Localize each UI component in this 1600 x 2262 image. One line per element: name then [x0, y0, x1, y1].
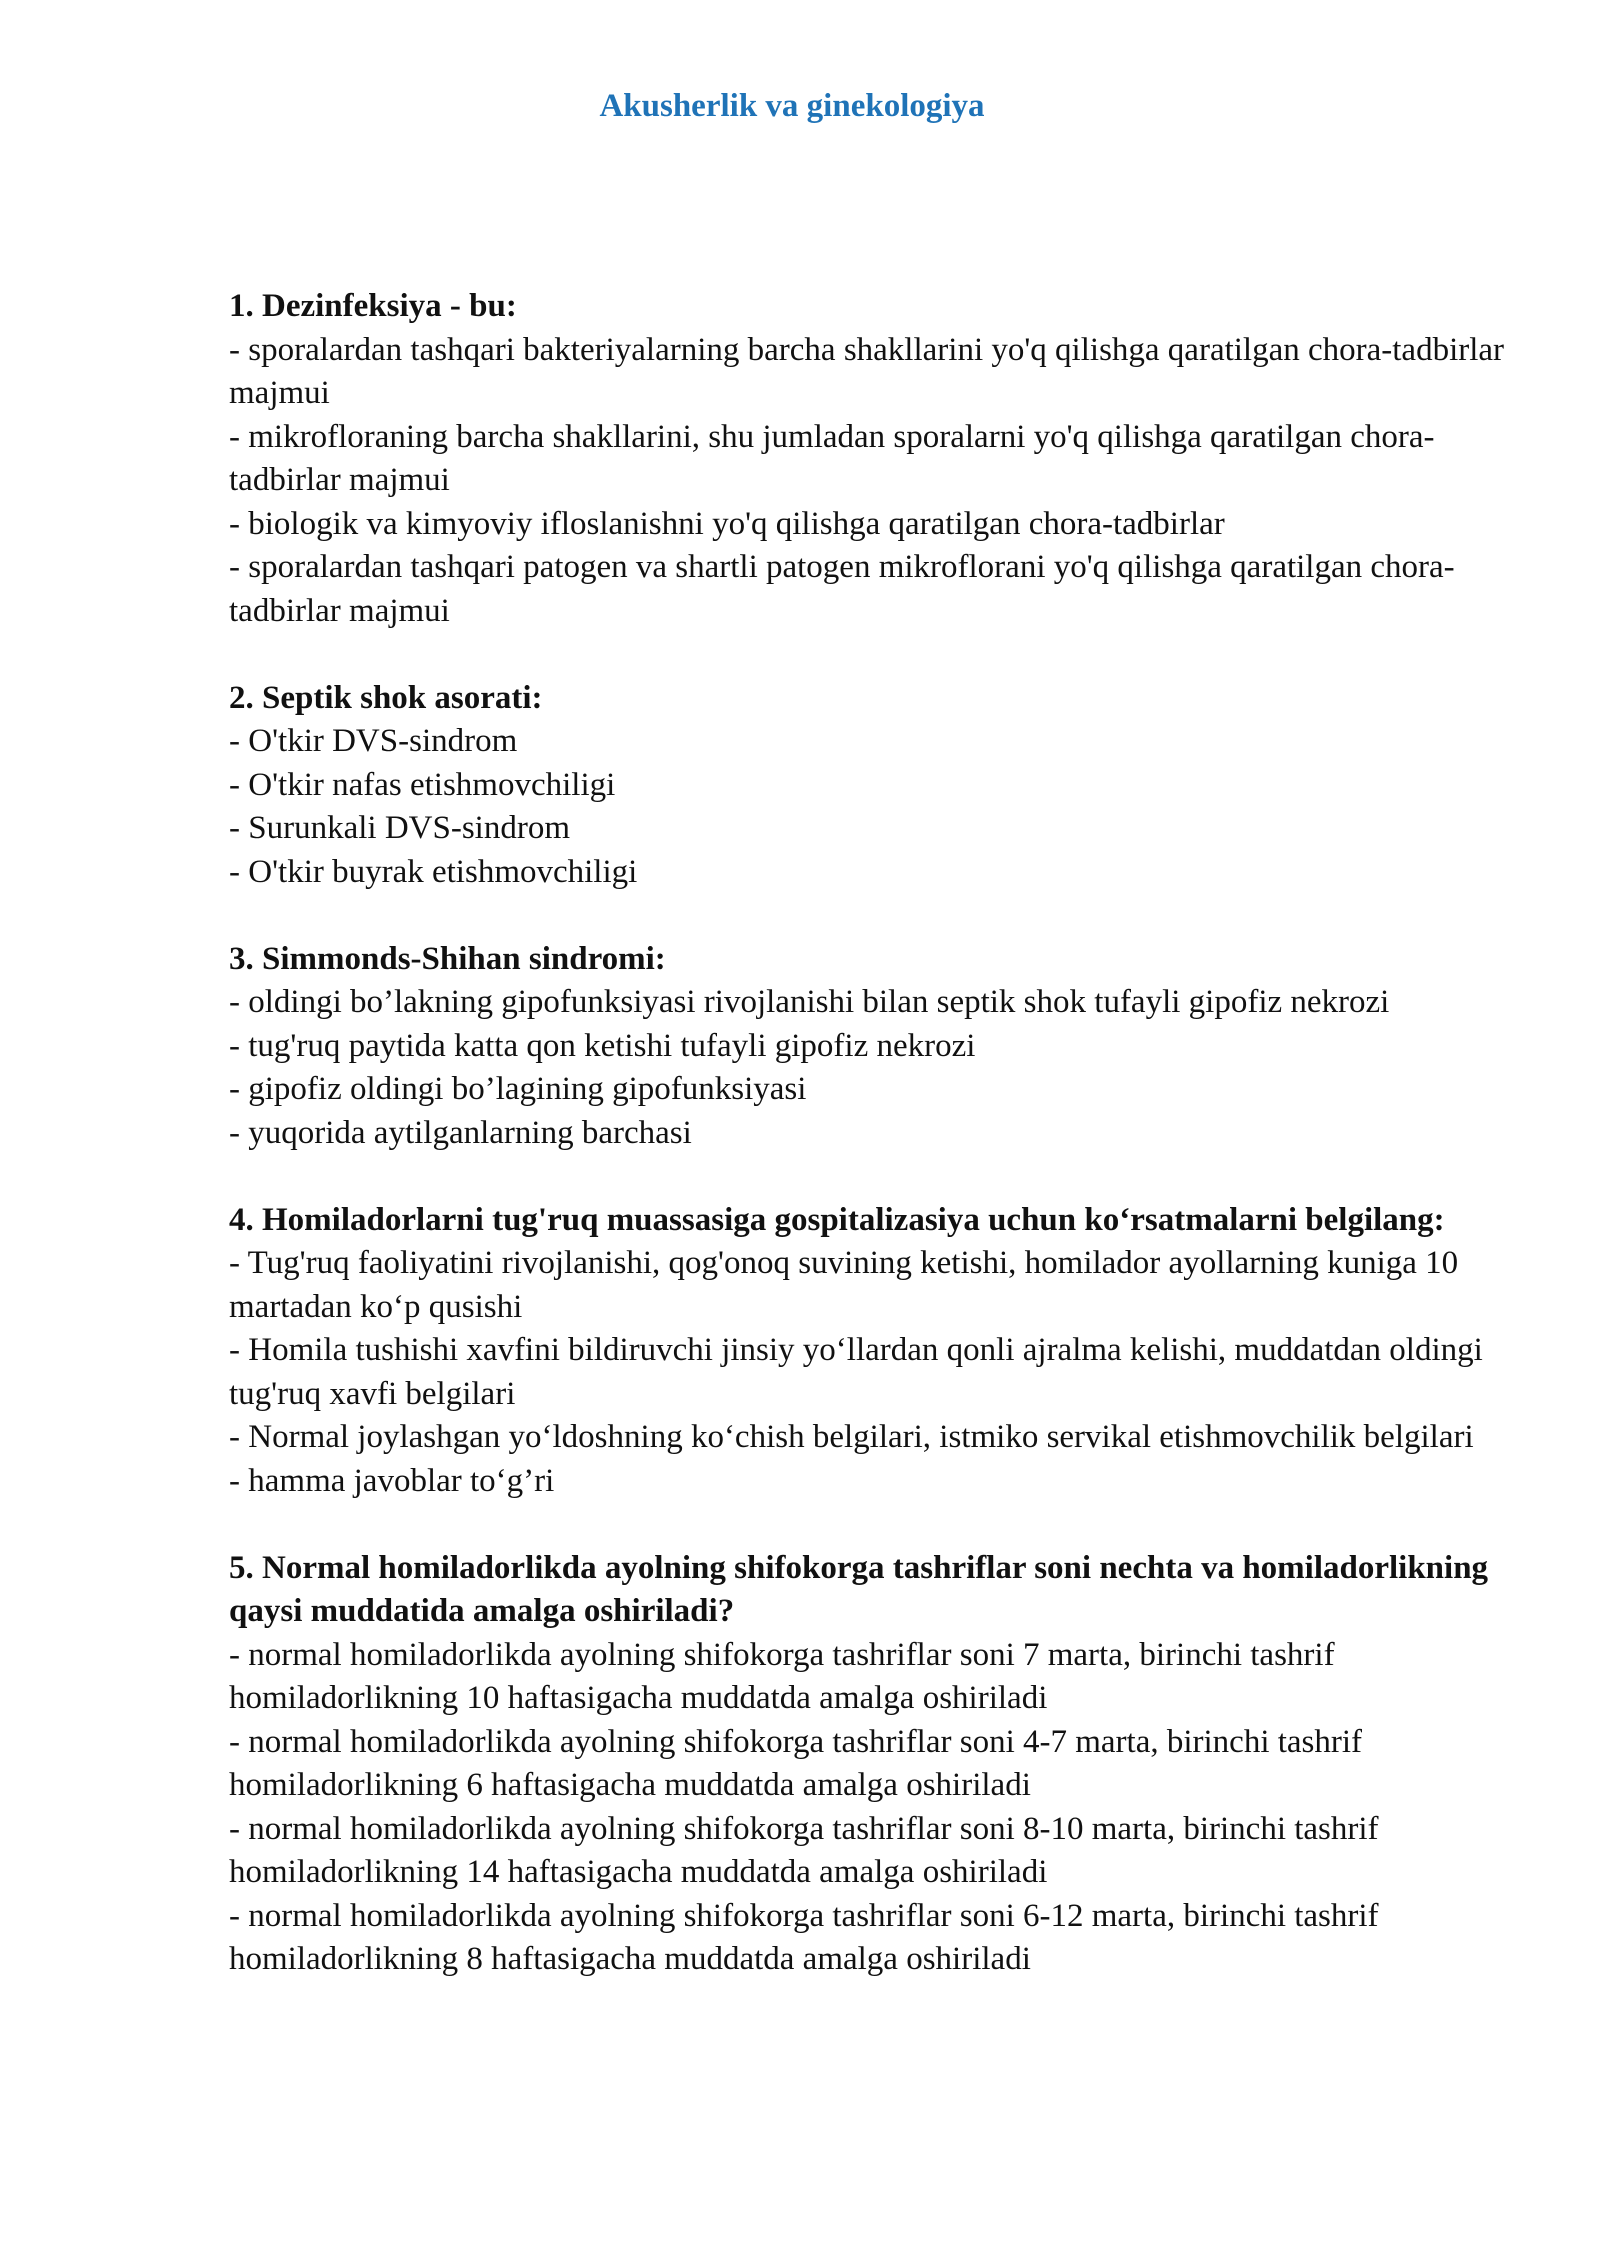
answer-option: - sporalardan tashqari patogen va shartli patogen mikroflorani yo'q qilishga qaratilgan chora-tadbirlar majmui: [229, 546, 1529, 633]
question-number: 2 .: [229, 680, 262, 716]
question-2: [229, 677, 1529, 895]
answer-option: - O'tkir DVS-sindrom: [229, 720, 1529, 764]
question-text: [229, 1547, 1529, 1634]
answer-options: [229, 329, 1529, 634]
answer-option: - hamma javoblar to‘g’ri: [229, 1460, 1529, 1504]
question-text: [229, 677, 1529, 721]
answer-option: - normal homiladorlikda ayolning shifokorga tashriflar soni 8-10 marta, birinchi tashrif homiladorlikning 14 haftasigacha muddatda amalga oshiriladi: [229, 1808, 1529, 1895]
answer-option: - normal homiladorlikda ayolning shifokorga tashriflar soni 4-7 marta, birinchi tashrif homiladorlikning 6 haftasigacha muddatda amalga oshiriladi: [229, 1721, 1529, 1808]
answer-options: [229, 1242, 1529, 1503]
answer-option: - Tug'ruq faoliyatini rivojlanishi, qog'onoq suvining ketishi, homilador ayollarning kuniga 10 martadan ko‘p qusishi: [229, 1242, 1529, 1329]
answer-option: - normal homiladorlikda ayolning shifokorga tashriflar soni 7 marta, birinchi tashrif homiladorlikning 10 haftasigacha muddatda amalga oshiriladi: [229, 1634, 1529, 1721]
answer-option: - Surunkali DVS-sindrom: [229, 807, 1529, 851]
question-number: 4 .: [229, 1202, 262, 1238]
question-number: 5 .: [229, 1550, 262, 1586]
answer-option: - biologik va kimyoviy ifloslanishni yo'q qilishga qaratilgan chora-tadbirlar: [229, 503, 1529, 547]
question-number: 1 .: [229, 288, 262, 324]
answer-option: - Normal joylashgan yo‘ldoshning ko‘chish belgilari, istmiko servikal etishmovchilik belgilari: [229, 1416, 1529, 1460]
answer-option: - oldingi bo’lakning gipofunksiyasi rivojlanishi bilan septik shok tufayli gipofiz nekrozi: [229, 981, 1529, 1025]
question-text: [229, 938, 1529, 982]
question-prompt: Simmonds-Shihan sindromi:: [262, 940, 666, 977]
question-prompt: Dezinfeksiya - bu:: [262, 288, 517, 324]
question-3: [229, 938, 1529, 1156]
question-text: [229, 1199, 1529, 1243]
answer-option: - Homila tushishi xavfini bildiruvchi jinsiy yo‘llardan qonli ajralma kelishi, muddatdan oldingi tug'ruq xavfi belgilari: [229, 1329, 1529, 1416]
answer-option: - normal homiladorlikda ayolning shifokorga tashriflar soni 6-12 marta, birinchi tashrif homiladorlikning 8 haftasigacha muddatda amalga oshiriladi: [229, 1895, 1529, 1982]
answer-option: - yuqorida aytilganlarning barchasi: [229, 1112, 1529, 1156]
answer-option: - O'tkir buyrak etishmovchiligi: [229, 851, 1529, 895]
answer-option: - gipofiz oldingi bo’lagining gipofunksiyasi: [229, 1068, 1529, 1112]
question-number: 3 .: [229, 941, 262, 977]
questions-list: [229, 285, 1529, 2025]
document-title: Akusherlik va ginekologiya: [599, 88, 985, 124]
answer-options: [229, 720, 1529, 894]
question-text: [229, 285, 1529, 329]
answer-options: [229, 1634, 1529, 1982]
answer-option: - tug'ruq paytida katta qon ketishi tufayli gipofiz nekrozi: [229, 1025, 1529, 1069]
question-prompt: Homiladorlarni tug'ruq muassasiga gospitalizasiya uchun ko‘rsatmalarni belgilang:: [262, 1201, 1445, 1238]
question-5: [229, 1547, 1529, 1982]
answer-option: - O'tkir nafas etishmovchiligi: [229, 764, 1529, 808]
question-4: [229, 1199, 1529, 1504]
answer-options: [229, 981, 1529, 1155]
answer-option: - mikrofloraning barcha shakllarini, shu jumladan sporalarni yo'q qilishga qaratilgan chora-tadbirlar majmui: [229, 416, 1529, 503]
question-1: [229, 285, 1529, 633]
question-prompt: Septik shok asorati:: [262, 679, 543, 716]
question-prompt: Normal homiladorlikda ayolning shifokorga tashriflar soni nechta va homiladorlikning qaysi muddatida amalga oshiriladi?: [229, 1549, 1489, 1629]
answer-option: - sporalardan tashqari bakteriyalarning barcha shakllarini yo'q qilishga qaratilgan chora-tadbirlar majmui: [229, 329, 1529, 416]
